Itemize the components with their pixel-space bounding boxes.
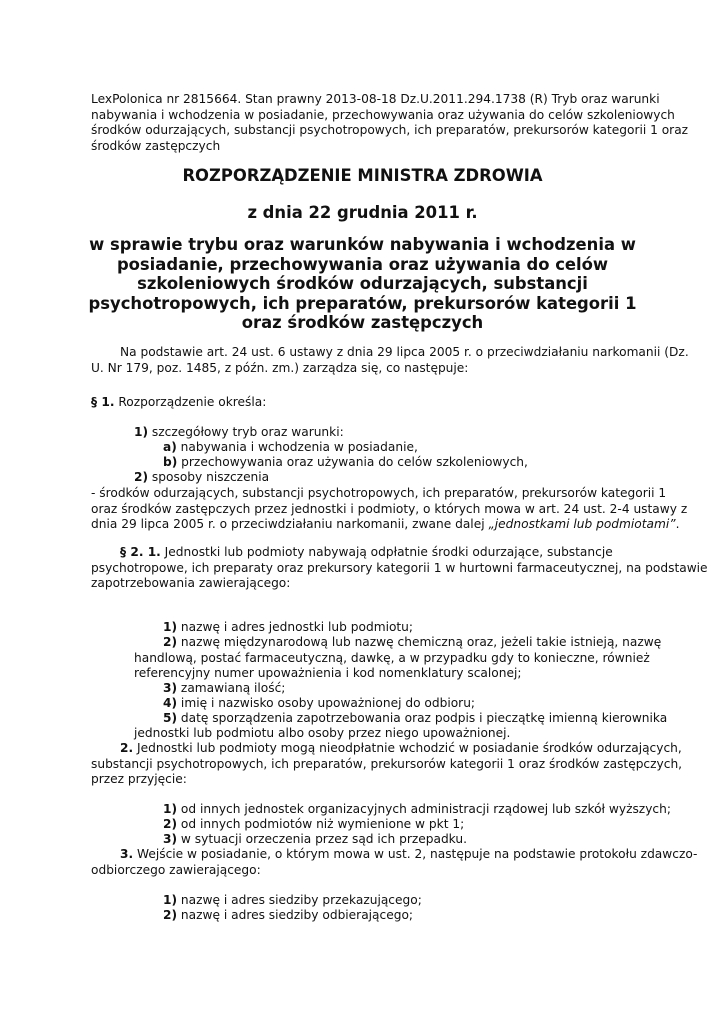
item-number: 3): [163, 681, 178, 695]
item-2-continuation: handlową, postać farmaceutyczną, dawkę, a w przypadku gdy to konieczne, również: [134, 651, 650, 665]
header-line: nabywania i wchodzenia w posiadanie, przechowywania oraz używania do celów szkoleniowych: [91, 107, 675, 122]
letter-a: [163, 440, 418, 456]
act-subject: [60, 235, 665, 333]
item-text: nazwę i adres siedziby odbierającego;: [177, 908, 414, 922]
section-number: § 1.: [91, 395, 115, 409]
ust-number: 3.: [120, 847, 134, 861]
point-text: sposoby niszczenia: [148, 470, 270, 484]
item-text: nazwę i adres siedziby przekazującego;: [177, 893, 422, 907]
ust-line: odbiorczego zawierającego:: [91, 862, 261, 877]
point-text: szczegółowy tryb oraz warunki:: [148, 425, 344, 439]
item-number: 1): [163, 620, 178, 634]
subject-line: oraz środków zastępczych: [241, 313, 484, 332]
source-3: [163, 832, 467, 848]
ust-text: Jednostki lub podmioty mogą nieodpłatnie wchodzić w posiadanie środków odurzających,: [133, 741, 682, 755]
act-date: z dnia 22 grudnia 2011 r.: [247, 203, 478, 222]
ust-line: przez przyjęcie:: [91, 772, 187, 787]
protocol-item-2: [163, 908, 413, 924]
point-2: [134, 470, 269, 486]
point-number: 1): [134, 425, 149, 439]
preamble-line: Na podstawie art. 24 ust. 6 ustawy z dnia 29 lipca 2005 r. o przeciwdziałaniu narkomanii (Dz.: [120, 345, 689, 359]
item-2: [163, 635, 661, 651]
protocol-item-1: [163, 893, 422, 909]
item-number: 2): [163, 908, 178, 922]
subject-line: w sprawie trybu oraz warunków nabywania i wchodzenia w: [89, 235, 636, 254]
ust-number: 2.: [120, 741, 134, 755]
header-line: środków zastępczych: [91, 138, 221, 153]
letter-text: przechowywania oraz używania do celów szkoleniowych,: [177, 455, 528, 469]
item-text: datę sporządzenia zapotrzebowania oraz podpis i pieczątkę imienną kierownika: [177, 711, 668, 725]
item-text: nazwę międzynarodową lub nazwę chemiczną oraz, jeżeli takie istnieją, nazwę: [177, 635, 662, 649]
ust-line: [91, 741, 682, 757]
item-text: imię i nazwisko osoby upoważnionej do odbioru;: [177, 696, 476, 710]
preamble-line: U. Nr 179, poz. 1485, z późn. zm.) zarządza się, co następuje:: [91, 360, 469, 375]
item-text: w sytuacji orzeczenia przez sąd ich przepadku.: [177, 832, 467, 846]
document-header: [91, 92, 689, 154]
subject-line: szkoleniowych środków odurzających, substancji: [137, 274, 588, 293]
item-4: [163, 696, 475, 712]
source-1: [163, 802, 671, 818]
tail-text: dnia 29 lipca 2005 r. o przeciwdziałaniu narkomanii, zwane dalej: [91, 517, 489, 532]
tail-line: oraz środków zastępczych przez jednostki i podmioty, o których mowa w art. 24 ust. 2-4 ustawy z: [91, 501, 688, 516]
point-1: [134, 425, 344, 441]
section-2-ust-2: [91, 741, 683, 788]
item-number: 5): [163, 711, 178, 725]
section-2-intro: [91, 545, 708, 592]
item-number: 3): [163, 832, 178, 846]
section-2-line: psychotropowe, ich preparaty oraz prekursory kategorii 1 w hurtowni farmaceutycznej, na podstawie: [91, 560, 708, 575]
source-2: [163, 817, 464, 833]
header-line: LexPolonica nr 2815664. Stan prawny 2013-08-18 Dz.U.2011.294.1738 (R) Tryb oraz warunki: [91, 92, 660, 106]
item-text: od innych jednostek organizacyjnych administracji rządowej lub szkół wyższych;: [177, 802, 671, 816]
item-5: [163, 711, 667, 727]
item-text: nazwę i adres jednostki lub podmiotu;: [177, 620, 414, 634]
subject-line: posiadanie, przechowywania oraz używania do celów: [116, 254, 609, 274]
section-1-heading: [91, 395, 266, 411]
section-text: Jednostki lub podmioty nabywają odpłatnie środki odurzające, substancje: [160, 545, 613, 559]
section-2-line: zapotrzebowania zawierającego:: [91, 576, 291, 591]
item-number: 1): [163, 893, 178, 907]
item-number: 4): [163, 696, 178, 710]
preamble: [91, 345, 689, 376]
ust-line: [91, 847, 698, 863]
subject-line: psychotropowych, ich preparatów, prekursorów kategorii 1: [88, 293, 637, 313]
section-text: Rozporządzenie określa:: [114, 395, 267, 409]
item-1: [163, 620, 413, 636]
act-title: ROZPORZĄDZENIE MINISTRA ZDROWIA: [182, 166, 543, 185]
ust-line: substancji psychotropowych, ich preparatów, prekursorów kategorii 1 oraz środków zastępczych,: [91, 756, 683, 771]
section-2-ust-3: [91, 847, 698, 878]
point-number: 2): [134, 470, 149, 484]
header-line: środków odurzających, substancji psychotropowych, ich preparatów, prekursorów kategorii 1 oraz: [91, 123, 689, 138]
item-2-continuation: referencyjny numer upoważnienia i kod nomenklatury scalonej;: [134, 666, 522, 680]
section-2-line: [91, 545, 639, 561]
section-1-tail: [91, 486, 688, 533]
letter-number: a): [163, 440, 177, 454]
tail-text: .: [675, 517, 680, 532]
section-number: § 2. 1.: [120, 545, 161, 559]
defined-term: „jednostkami lub podmiotami”: [488, 517, 676, 532]
item-number: 2): [163, 817, 178, 831]
tail-line: [91, 517, 680, 533]
item-number: 2): [163, 635, 178, 649]
letter-number: b): [163, 455, 178, 469]
item-number: 1): [163, 802, 178, 816]
letter-text: nabywania i wchodzenia w posiadanie,: [176, 440, 418, 454]
item-3: [163, 681, 285, 697]
tail-line: - środków odurzających, substancji psychotropowych, ich preparatów, prekursorów kategorii 1: [91, 486, 667, 500]
letter-b: [163, 455, 528, 471]
item-text: zamawianą ilość;: [177, 681, 286, 695]
item-5-continuation: jednostki lub podmiotu albo osoby przez niego upoważnionej.: [134, 726, 511, 740]
item-text: od innych podmiotów niż wymienione w pkt 1;: [177, 817, 465, 831]
ust-text: Wejście w posiadanie, o którym mowa w ust. 2, następuje na podstawie protokołu zdawczo-: [133, 847, 698, 861]
